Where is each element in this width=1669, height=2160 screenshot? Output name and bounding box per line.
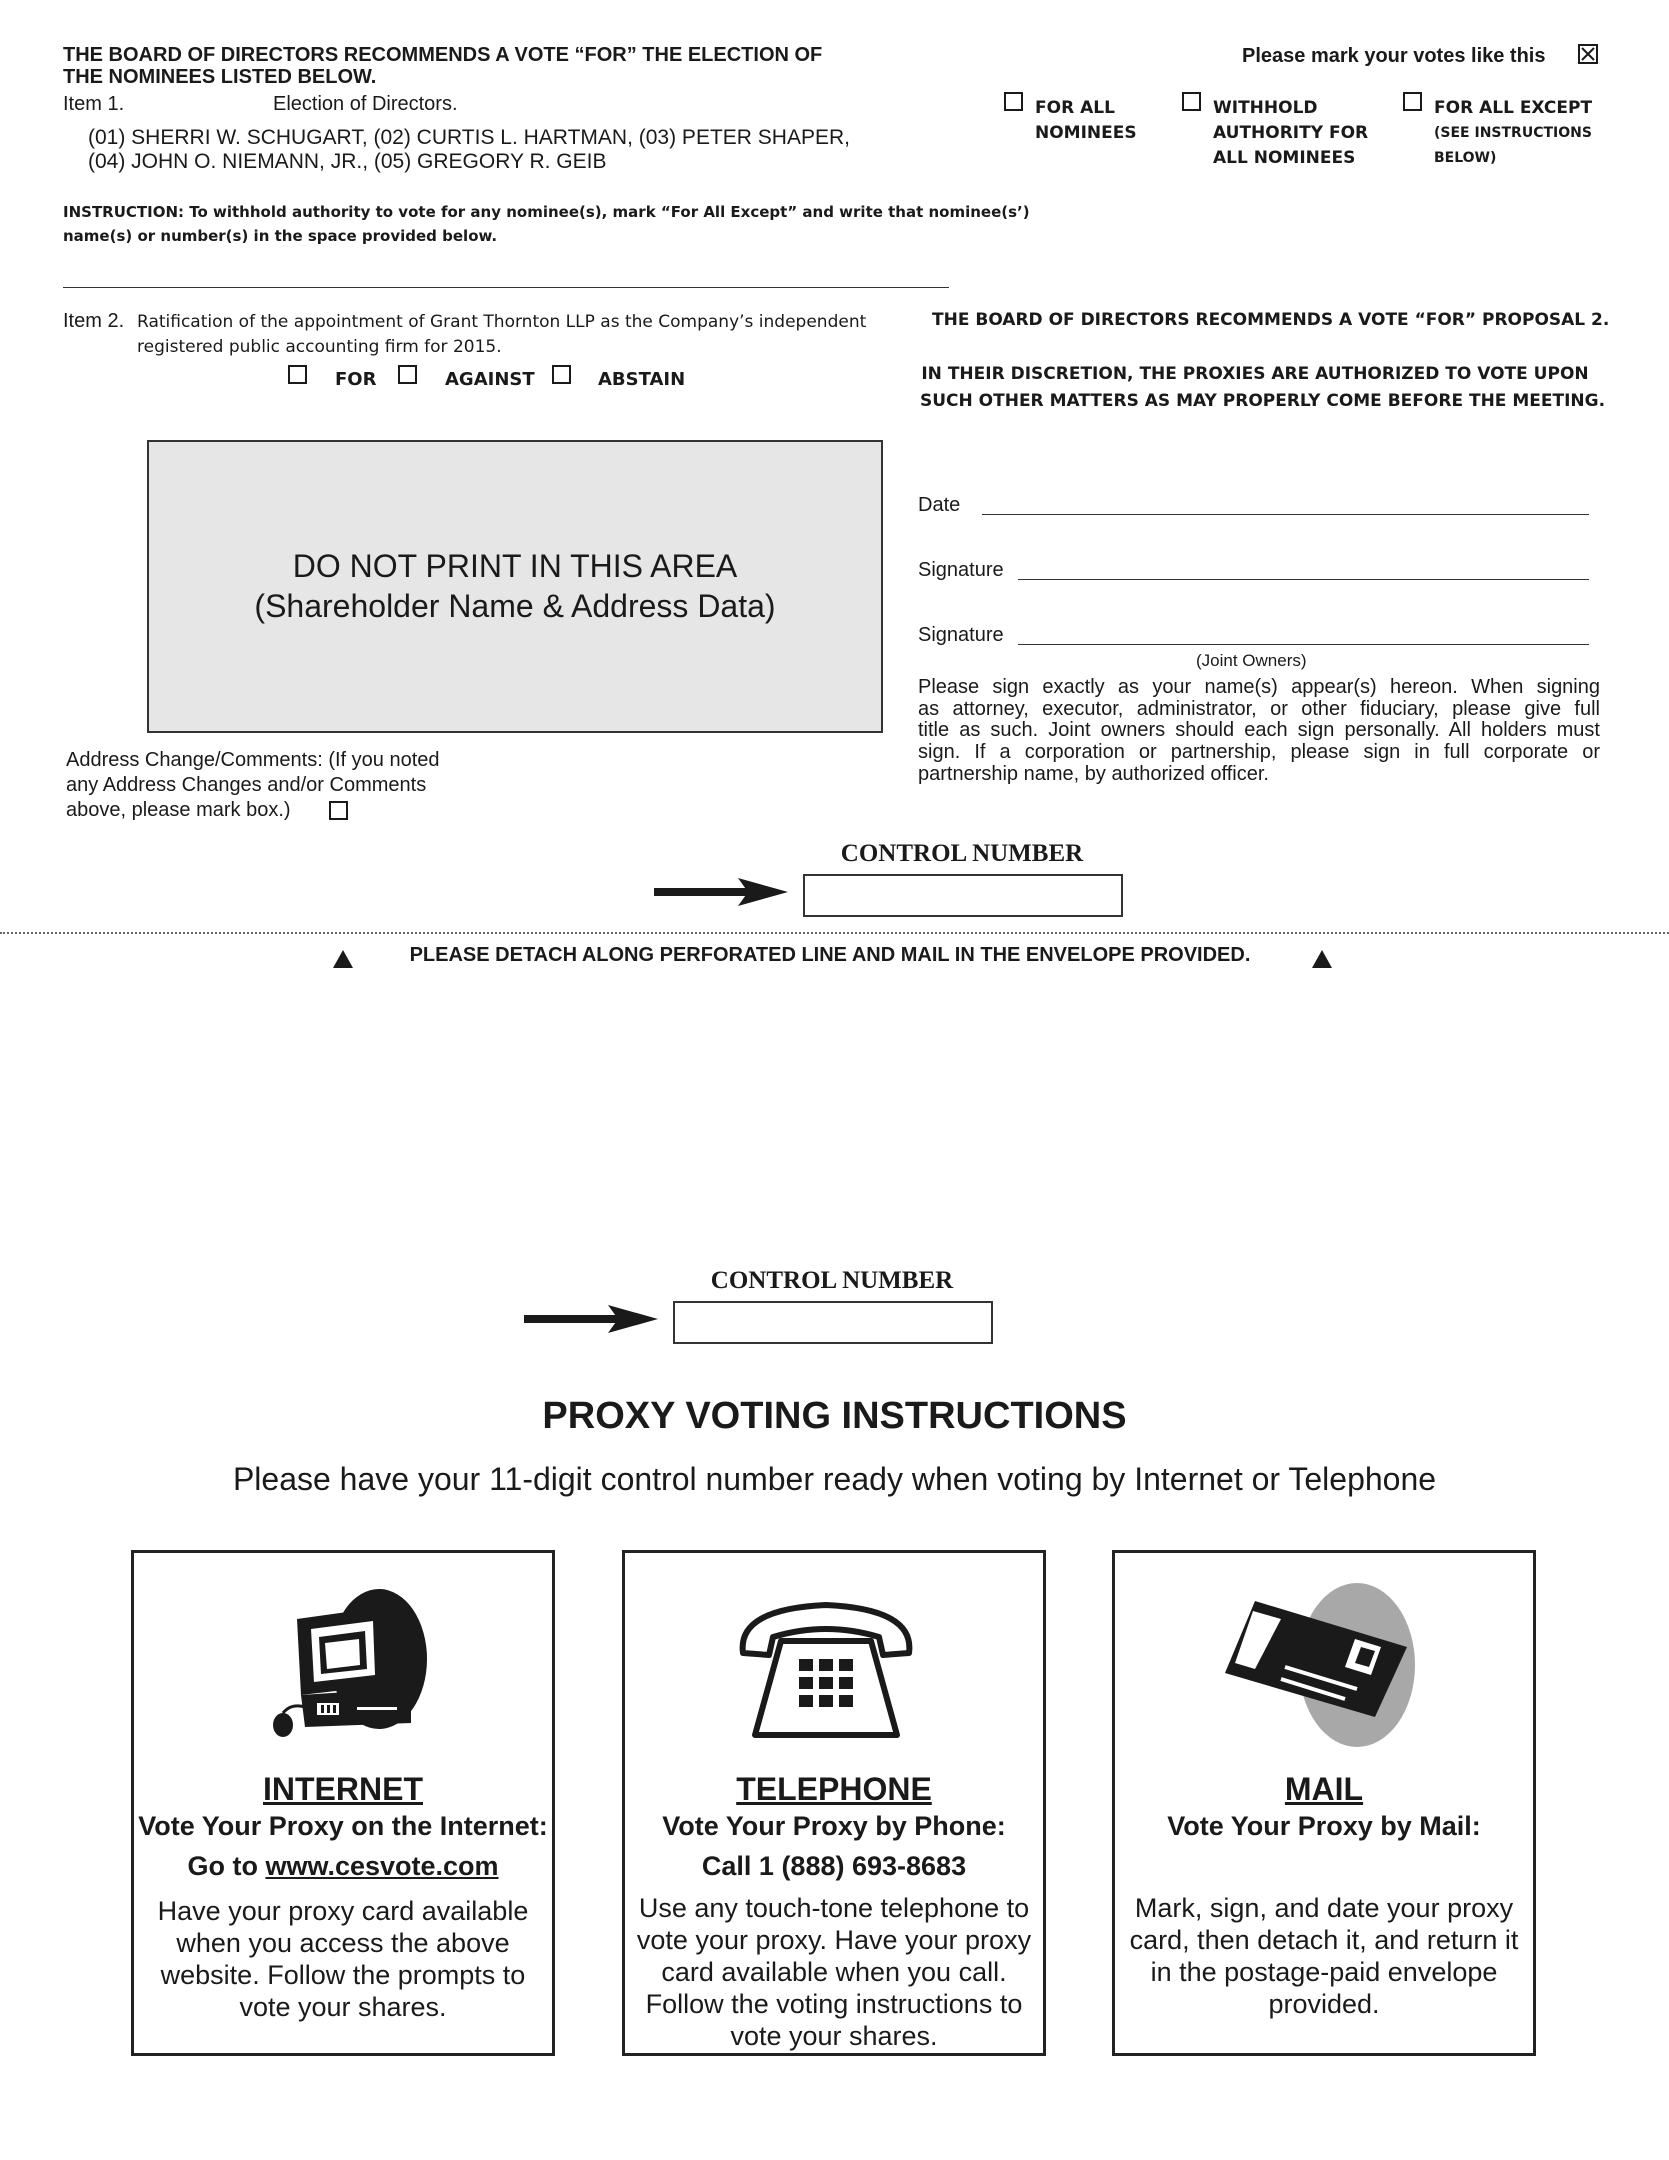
address-change-note: Address Change/Comments: (If you noted any Address Changes and/or Comments above, please mark box.) bbox=[66, 749, 440, 821]
for-all-except-checkbox[interactable] bbox=[1403, 92, 1422, 111]
nominee-list: (01) SHERRI W. SCHUGART, (02) CURTIS L. HARTMAN, (03) PETER SHAPER, (04) JOHN O. NIEMANN, JR., (05) GREGORY R. GEIB bbox=[88, 126, 850, 173]
telephone-title: TELEPHONE bbox=[736, 1771, 932, 1807]
for-all-nominees-checkbox[interactable] bbox=[1004, 92, 1023, 111]
mark-votes-instruction: Please mark your votes like this bbox=[1242, 45, 1546, 67]
telephone-voting-box bbox=[622, 1550, 1046, 2056]
proxy-voting-subtitle: Please have your 11-digit control number ready when voting by Internet or Telephone bbox=[232, 1461, 1437, 1497]
control-number-label: CONTROL NUMBER bbox=[840, 840, 1084, 867]
telephone-number[interactable]: Call 1 (888) 693-8683 bbox=[701, 1851, 967, 1881]
for-all-except-label: FOR ALL EXCEPT (SEE INSTRUCTIONS BELOW) bbox=[1434, 98, 1593, 166]
shareholder-address-area: DO NOT PRINT IN THIS AREA (Shareholder Name & Address Data) bbox=[147, 440, 883, 733]
item2-against-checkbox[interactable] bbox=[398, 365, 417, 384]
proxy-voting-title: PROXY VOTING INSTRUCTIONS bbox=[542, 1395, 1127, 1437]
item2-abstain-checkbox[interactable] bbox=[552, 365, 571, 384]
telephone-icon bbox=[737, 1601, 915, 1746]
stub-control-number-label: CONTROL NUMBER bbox=[710, 1267, 954, 1294]
item2-abstain-label: ABSTAIN bbox=[598, 369, 686, 390]
internet-title: INTERNET bbox=[263, 1771, 423, 1807]
board-recommendation-heading: THE BOARD OF DIRECTORS RECOMMENDS A VOTE “FOR” THE ELECTION OF THE NOMINEES LISTED BELOW. bbox=[63, 44, 823, 88]
withhold-instruction: INSTRUCTION: To withhold authority to vote for any nominee(s), mark “For All Except” and write that nominee(s’) name(s) or number(s) in the space provided below. bbox=[63, 203, 1030, 245]
signature-field[interactable] bbox=[1018, 579, 1589, 580]
withhold-authority-label: WITHHOLD AUTHORITY FOR ALL NOMINEES bbox=[1213, 98, 1369, 168]
triangle-up-icon bbox=[333, 950, 353, 973]
control-number-box[interactable] bbox=[803, 874, 1123, 917]
item2-for-checkbox[interactable] bbox=[288, 365, 307, 384]
date-field[interactable] bbox=[982, 514, 1589, 515]
proposal2-recommendation: THE BOARD OF DIRECTORS RECOMMENDS A VOTE “FOR” PROPOSAL 2. bbox=[932, 310, 1610, 330]
envelope-icon bbox=[1225, 1577, 1435, 1752]
signing-instructions: Please sign exactly as your name(s) appear(s) hereon. When signing as attorney, executor, administrator, or other fiduciary, please give full title as such. Joint owners should each sign personally. All holders must sign. If a corporation or partnership, please sign in full corporate or bbox=[918, 676, 1600, 763]
mail-instructions: Mark, sign, and date your proxy card, then detach it, and return it in the postage-paid envelope provided. bbox=[1129, 1893, 1519, 2019]
address-change-checkbox[interactable] bbox=[329, 801, 348, 820]
example-x-mark-icon bbox=[1578, 44, 1598, 64]
signature-label: Signature bbox=[918, 559, 1004, 581]
arrow-right-icon bbox=[654, 878, 788, 911]
item2-label: Item 2. bbox=[63, 310, 125, 332]
signing-instructions-last-line: partnership name, by authorized officer. bbox=[918, 763, 1269, 785]
mail-voting-box bbox=[1112, 1550, 1536, 2056]
internet-subtitle: Vote Your Proxy on the Internet: bbox=[138, 1811, 548, 1841]
joint-owners-caption: (Joint Owners) bbox=[1196, 651, 1307, 670]
item1-label: Item 1. bbox=[63, 93, 125, 115]
internet-voting-box bbox=[131, 1550, 555, 2056]
withhold-authority-checkbox[interactable] bbox=[1182, 92, 1201, 111]
item2-against-label: AGAINST bbox=[445, 369, 535, 390]
item2-for-label: FOR bbox=[335, 369, 377, 390]
detach-instruction: PLEASE DETACH ALONG PERFORATED LINE AND MAIL IN THE ENVELOPE PROVIDED. bbox=[409, 944, 1251, 966]
arrow-right-icon bbox=[524, 1305, 658, 1338]
perforated-line bbox=[0, 932, 1669, 934]
triangle-up-icon bbox=[1312, 950, 1332, 973]
item1-title: Election of Directors. bbox=[273, 93, 458, 115]
date-label: Date bbox=[918, 494, 961, 516]
joint-signature-field[interactable] bbox=[1018, 644, 1589, 645]
for-all-nominees-label: FOR ALL NOMINEES bbox=[1035, 98, 1137, 143]
discretion-statement: IN THEIR DISCRETION, THE PROXIES ARE AUTHORIZED TO VOTE UPON SUCH OTHER MATTERS AS MAY PROPERLY COME BEFORE THE MEETING. bbox=[920, 364, 1606, 411]
computer-icon bbox=[261, 1585, 441, 1750]
telephone-subtitle: Vote Your Proxy by Phone: bbox=[662, 1811, 1006, 1841]
joint-signature-label: Signature bbox=[918, 624, 1004, 646]
item2-description: Ratification of the appointment of Grant Thornton LLP as the Company’s independent registered public accounting firm for 2015. bbox=[137, 312, 867, 357]
mail-title: MAIL bbox=[1284, 1771, 1364, 1807]
mail-subtitle: Vote Your Proxy by Mail: bbox=[1167, 1811, 1481, 1841]
cesvote-link[interactable]: www.cesvote.com bbox=[265, 1851, 499, 1881]
internet-instructions: Have your proxy card available when you access the above website. Follow the prompts to vote your shares. bbox=[157, 1896, 529, 2022]
stub-control-number-box[interactable] bbox=[673, 1301, 993, 1344]
nominee-exception-write-line[interactable] bbox=[63, 287, 949, 288]
telephone-instructions: Use any touch-tone telephone to vote your proxy. Have your proxy card available when you call. Follow the voting instructions to vote your shares. bbox=[636, 1893, 1032, 2051]
internet-action: Go to www.cesvote.com bbox=[187, 1851, 499, 1881]
